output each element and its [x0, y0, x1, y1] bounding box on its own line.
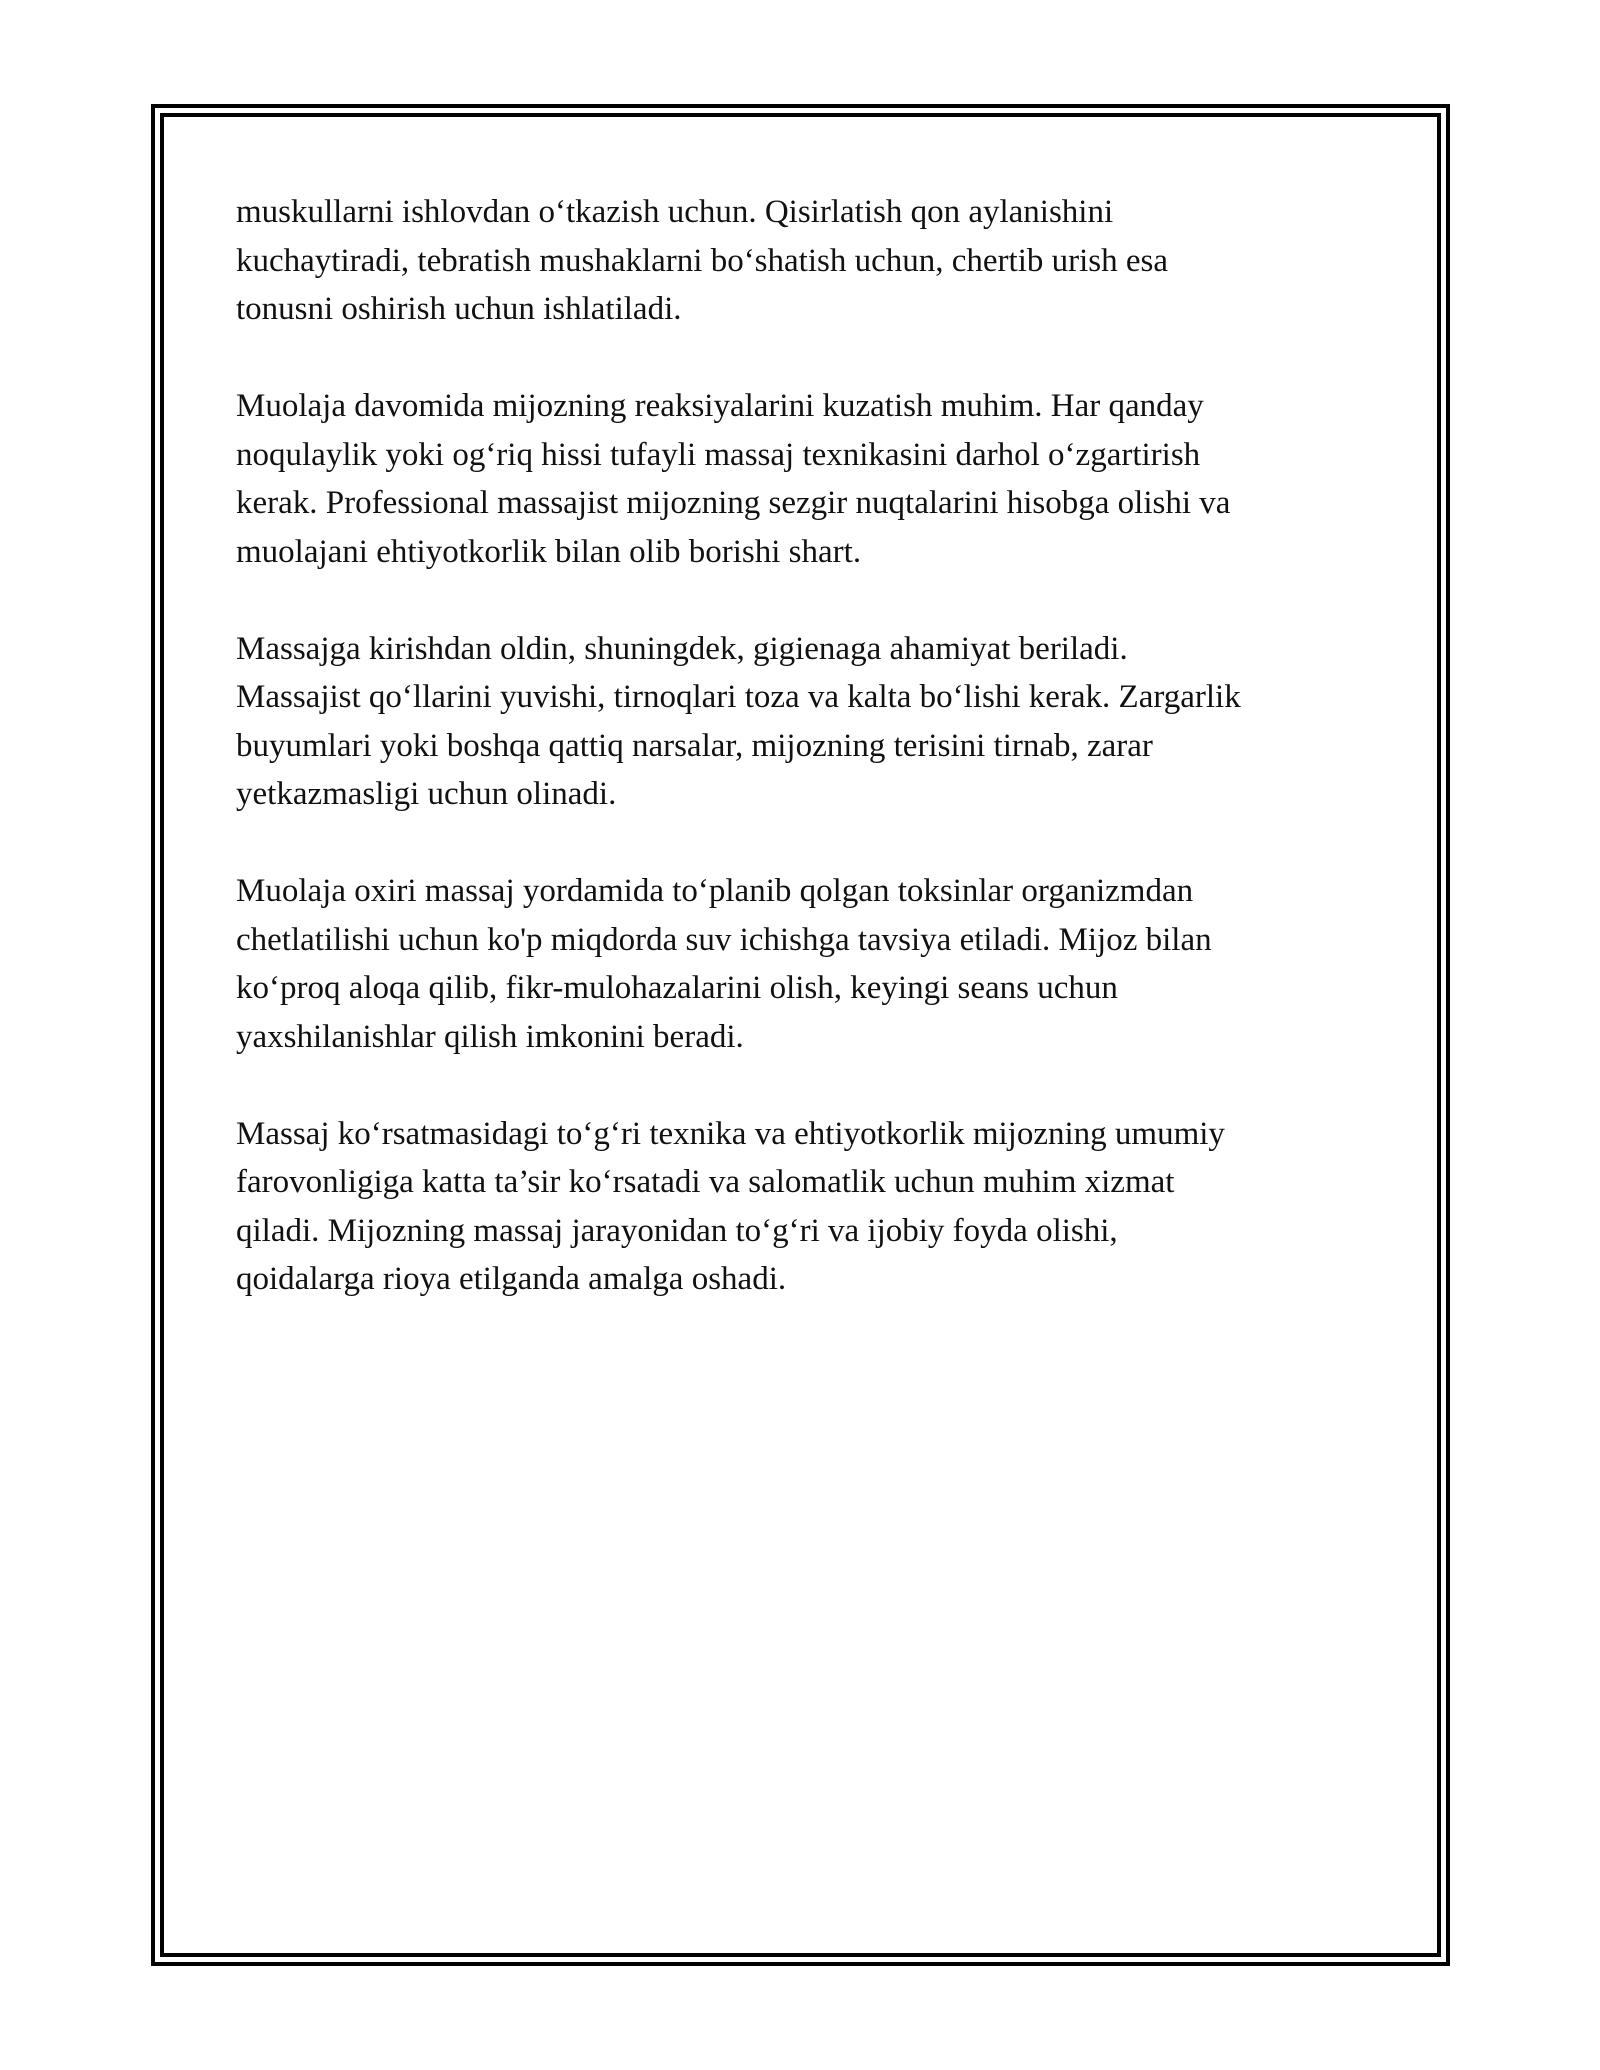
text-line: farovonligiga katta ta’sir ko‘rsatadi va salomatlik uchun muhim xizmat: [236, 1164, 1175, 1200]
paragraph: [236, 382, 1366, 576]
text-line: chetlatilishi uchun ko'p miqdorda suv ichishga tavsiya etiladi. Mijoz bilan: [236, 921, 1212, 958]
paragraph: [236, 1110, 1366, 1304]
document-body: [236, 188, 1366, 1352]
text-line: kuchaytiradi, tebratish mushaklarni bo‘shatish uchun, chertib urish esa: [236, 242, 1169, 279]
text-line: tonusni oshirish uchun ishlatiladi.: [236, 291, 682, 327]
text-line: yaxshilanishlar qilish imkonini beradi.: [236, 1018, 744, 1055]
text-line: ko‘proq aloqa qilib, fikr-mulohazalarini olish, keyingi seans uchun: [236, 970, 1118, 1006]
text-line: buyumlari yoki boshqa qattiq narsalar, mijozning terisini tirnab, zarar: [236, 727, 1153, 764]
paragraph: [236, 867, 1366, 1061]
text-line: kerak. Professional massajist mijozning sezgir nuqtalarini hisobga olishi va: [236, 485, 1231, 521]
paragraph: [236, 188, 1366, 334]
paragraph: [236, 625, 1366, 819]
text-line: yetkazmasligi uchun olinadi.: [236, 776, 617, 812]
text-line: qoidalarga rioya etilganda amalga oshadi.: [236, 1261, 787, 1297]
text-line: muskullarni ishlovdan o‘tkazish uchun. Qisirlatish qon aylanishini: [236, 194, 1114, 230]
text-line: Massaj ko‘rsatmasidagi to‘g‘ri texnika va ehtiyotkorlik mijozning umumiy: [236, 1115, 1225, 1152]
text-line: Muolaja oxiri massaj yordamida to‘planib qolgan toksinlar organizmdan: [236, 873, 1194, 909]
text-line: noqulaylik yoki og‘riq hissi tufayli massaj texnikasini darhol o‘zgartirish: [236, 436, 1201, 473]
text-line: Massajga kirishdan oldin, shuningdek, gigienaga ahamiyat beriladi.: [236, 630, 1128, 667]
text-line: Massajist qo‘llarini yuvishi, tirnoqlari toza va kalta bo‘lishi kerak. Zargarlik: [236, 679, 1241, 715]
text-line: muolajani ehtiyotkorlik bilan olib borishi shart.: [236, 533, 862, 570]
text-line: Muolaja davomida mijozning reaksiyalarini kuzatish muhim. Har qanday: [236, 388, 1204, 424]
text-line: qiladi. Mijozning massaj jarayonidan to‘g‘ri va ijobiy foyda olishi,: [236, 1212, 1118, 1249]
